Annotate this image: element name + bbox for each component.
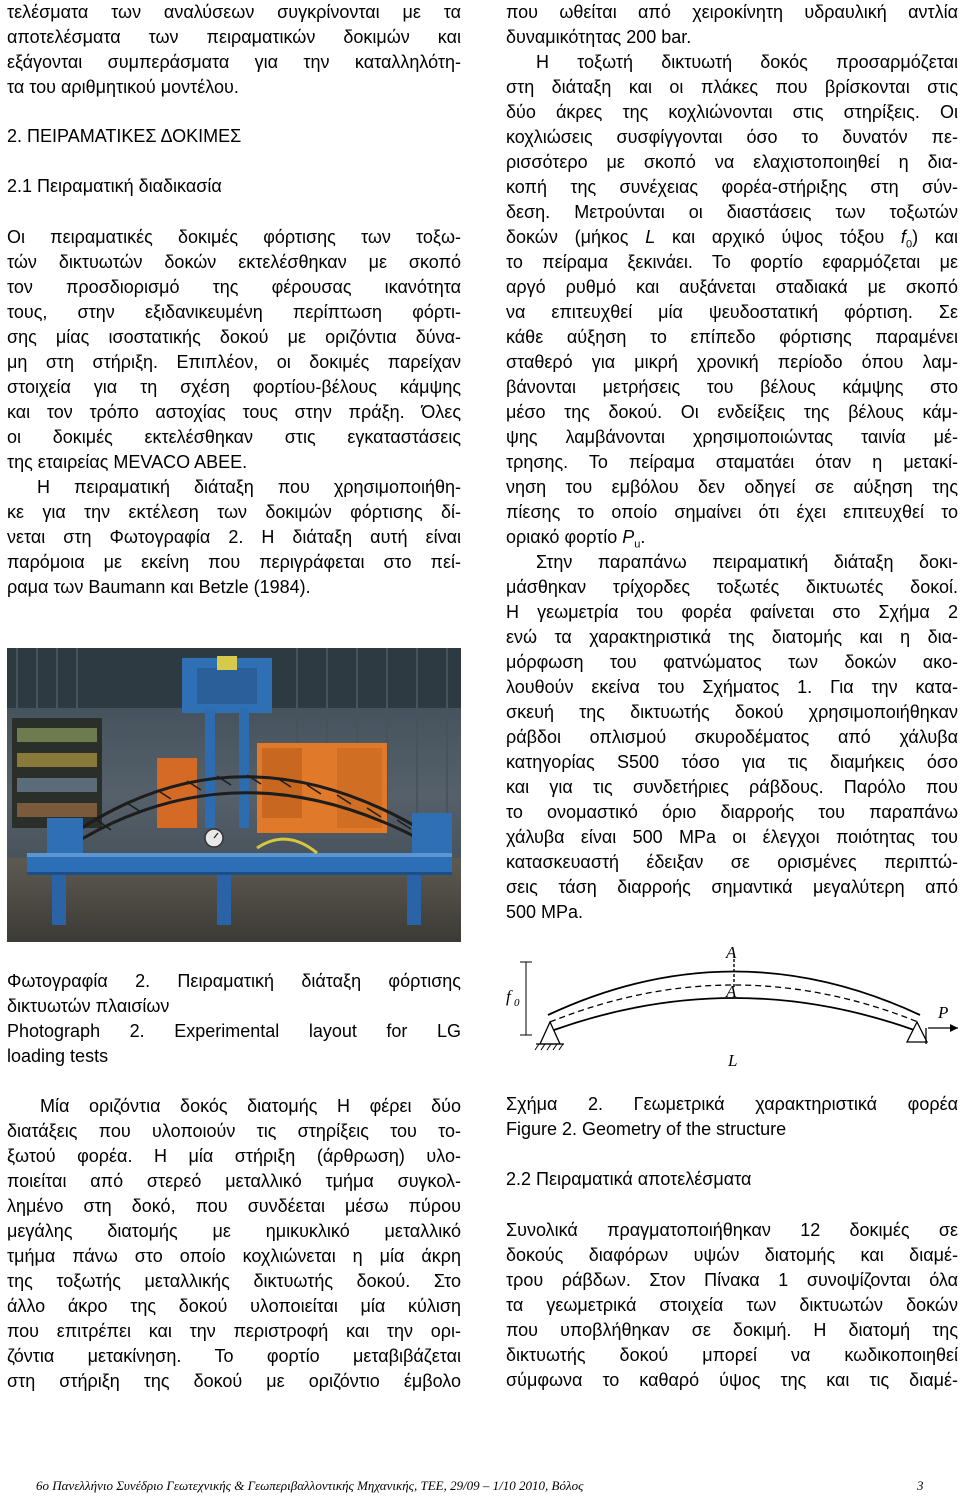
text-line: που ωθείται από χειροκίνητη υδραυλική αντλία <box>506 2 958 22</box>
text-line: τών δικτυωτών δοκών εκτελέσθηκαν με σκοπό <box>7 252 461 272</box>
text-line: ποιείται από στερεό μεταλλικό τμήμα συγκολ- <box>7 1171 461 1191</box>
symbol-subscript: u <box>634 538 641 551</box>
text-line: δεση. Μετρούνται οι διαστάσεις των τοξωτών <box>506 202 958 222</box>
text-line: Οι πειραματικές δοκιμές φόρτισης των τοξω- <box>7 227 461 247</box>
text-line: βάνονται μετρήσεις του βέλους κάμψης στο <box>506 377 958 397</box>
photo-caption-line: δικτυωτών πλαισίων <box>7 996 170 1016</box>
text-line: Μία οριζόντια δοκός διατομής Η φέρει δύο <box>40 1096 461 1116</box>
text-line: μόρφωση του φατνώματος των δοκών ακο- <box>506 652 958 672</box>
text-line: ρισσότερο με σκοπό να ελαχιστοποιηθεί η δια- <box>506 152 958 172</box>
label-rise: f <box>506 987 511 1006</box>
text-line: μεγάλης διατομής με ημικυκλικό μεταλλικό <box>7 1221 461 1241</box>
geometry-svg <box>506 940 958 1075</box>
page-number: 3 <box>917 1478 924 1493</box>
text-line: κοπή της συνέχειας φορέα-στήριξης στη σύν- <box>506 177 958 197</box>
text-line: τα του αριθμητικού μοντέλου. <box>7 77 239 97</box>
roller-support <box>907 1022 927 1042</box>
text-line: εξάγονται συμπεράσματα για την καταλληλότη- <box>7 52 461 72</box>
text-line: στη στήριξη της δοκού με οριζόντιο έμβολο <box>7 1371 461 1391</box>
symbol-f: f <box>900 227 906 247</box>
photo-caption-line: Photograph 2. Experimental layout for LG <box>7 1021 461 1041</box>
text-line: κε για την εκτέλεση των δοκιμών φόρτισης δί- <box>7 502 461 522</box>
text-line: νεται στη Φωτογραφία 2. Η διάταξη αυτή είναι <box>7 527 461 547</box>
text-line: δύο άκρες της κοχλιώνονται στις στηρίξεις. Οι <box>506 102 958 122</box>
label-load: P <box>938 1003 949 1022</box>
text-line: μη στη στήριξη. Επιπλέον, οι δοκιμές παρείχαν <box>7 352 461 372</box>
text-fragment: δοκών (μήκος <box>506 227 646 247</box>
label-section-a-bottom: A <box>726 982 737 1001</box>
text-line: τρου ράβδων. Στον Πίνακα 1 συνοψίζονται όλα <box>506 1270 958 1290</box>
text-line: και για τις συνδετήριες ράβδους. Παρόλο που <box>506 777 958 797</box>
page-footer <box>0 1474 960 1498</box>
text-line: ζόντια μετακίνηση. Το φορτίο μεταβιβάζεται <box>7 1346 461 1366</box>
text-line: μέσο της δοκού. Οι ενδείξεις της βέλους κάμ- <box>506 402 958 422</box>
text-line: δοκούς διαφόρων υψών διατομής και διαμέ- <box>506 1245 958 1265</box>
text-line: Η τοξωτή δικτυωτή δοκός προσαρμόζεται <box>536 52 958 72</box>
support-hatching <box>535 1044 563 1050</box>
text-line: το πείραμα ξεκινάει. Το φορτίο εφαρμόζεται με <box>506 252 958 272</box>
text-fragment: οριακό φορτίο <box>506 527 623 547</box>
figure-caption-line: Σχήμα 2. Γεωμετρικά χαρακτηριστικά φορέα <box>506 1094 958 1114</box>
text-line: παρόμοια με εκείνη που περιγράφεται στο πεί- <box>7 552 461 572</box>
text-line: ενώ τα χαρακτηριστικά της διατομής και η δια- <box>506 627 958 647</box>
photo-caption-line: loading tests <box>7 1046 109 1066</box>
photo-illustration <box>7 648 461 942</box>
text-line: στη διάταξη και οι πλάκες που βρίσκονται στις <box>506 77 958 97</box>
label-section-a-top: A <box>726 943 737 962</box>
text-line: ραμα των Baumann και Betzle (1984). <box>7 577 311 597</box>
text-line: ψης λαμβάνονται χρησιμοποιώντας ταινία μέ- <box>506 427 958 447</box>
symbol-subscript: 0 <box>905 238 913 251</box>
text-line: σεις τάση διαρροής σημαντικά μεγαλύτερη από <box>506 877 958 897</box>
text-line: Η πειραματική διάταξη που χρησιμοποιήθη- <box>37 477 461 497</box>
text-fragment: . <box>640 527 646 547</box>
text-line: οι δοκιμές εκτελέσθηκαν στις εγκαταστάσεις <box>7 427 461 447</box>
text-line: διατάξεις που υλοποιούν τις στηρίξεις του το- <box>7 1121 461 1141</box>
text-line: που υποβλήθηκαν σε δοκιμή. Η διατομή της <box>506 1320 958 1340</box>
section-heading: 2. ΠΕΙΡΑΜΑΤΙΚΕΣ ΔΟΚΙΜΕΣ <box>7 126 242 146</box>
text-line: τον προσδιορισμό της φέρουσας ικανότητα <box>7 277 461 297</box>
photo-caption-line: Φωτογραφία 2. Πειραματική διάταξη φόρτισης <box>7 971 461 991</box>
text-line: δυναμικότητας 200 bar. <box>506 27 692 47</box>
text-line: να επιτευχθεί μία ψευδοστατική φόρτιση. Σε <box>506 302 958 322</box>
label-span: L <box>728 1051 738 1070</box>
text-line: σύμφωνα το καθαρό ύψος της και τις διαμέ- <box>506 1370 958 1390</box>
text-line: Συνολικά πραγματοποιήθηκαν 12 δοκιμές σε <box>506 1220 958 1240</box>
text-line: της εταιρείας MEVACO ABEE. <box>7 452 248 472</box>
text-line-with-symbols <box>506 225 958 249</box>
text-line: το ονομαστικό όριο διαρροής του παραπάνω <box>506 802 958 822</box>
text-line: τρησης. Το πείραμα σταματάει όταν η μετακί- <box>506 452 958 472</box>
symbol-P: P <box>622 527 635 547</box>
text-line: σης μίας ισοστατικής δοκού με οριζόντια δύνα- <box>7 327 461 347</box>
text-line: της τοξωτής μεταλλικής δικτυωτής δοκού. Στο <box>7 1271 461 1291</box>
text-line: λουθούν εκείνα του Σχήματος 1. Για την κατα- <box>506 677 958 697</box>
footer-conference: 6ο Πανελλήνιο Συνέδριο Γεωτεχνικής & Γεωπεριβαλλοντικής Μηχανικής, ΤΕΕ, 29/09 – 1/10 2010, Βόλος <box>36 1478 584 1493</box>
text-line: χάλυβα είναι 500 MPa οι έλεγχοι ποιότητας του <box>506 827 958 847</box>
subsection-heading: 2.2 Πειραματικά αποτελέσματα <box>506 1169 752 1189</box>
experimental-layout-photo <box>7 648 461 942</box>
pin-support <box>540 1022 560 1044</box>
symbol-L: L <box>645 227 656 247</box>
text-line: νηση του εμβόλου δεν οδηγεί σε αύξηση της <box>506 477 958 497</box>
text-line: τμήμα πάνω στο οποίο κοχλιώνεται η μία άκρη <box>7 1246 461 1266</box>
text-line: σταθερό για μικρή χρονική περίοδο όπου λαμ- <box>506 352 958 372</box>
text-line: μάσθηκαν τρίχορδες τοξωτές δικτυωτές δοκοί. <box>506 577 958 597</box>
text-line: σκευή της δικτυωτής δοκού χρησιμοποιήθηκαν <box>506 702 958 722</box>
load-arrow-head <box>950 1024 958 1032</box>
text-line: πίεσης το οποίο σημαίνει ότι έχει επιτευχθεί το <box>506 502 958 522</box>
text-line-with-symbols <box>506 525 958 549</box>
text-line: κοχλιώσεις συσφίγγονται όσο το δυνατόν πε- <box>506 127 958 147</box>
text-line: λημένο στη δοκό, που συνδέεται μέσω πύρου <box>7 1196 461 1216</box>
text-line: κατασκευαστή έδειξαν σε ορισμένες περιπτώ- <box>506 852 958 872</box>
text-line: δικτυωτής δοκού μπορεί να κωδικοποιηθεί <box>506 1345 958 1365</box>
text-line: τους, στην εξιδανικευμένη περίπτωση φόρτι- <box>7 302 461 322</box>
text-line: 500 MPa. <box>506 902 584 922</box>
text-line: ξωτού φορέα. Η μία στήριξη (άρθρωση) υλο- <box>7 1146 461 1166</box>
figure-caption-line: Figure 2. Geometry of the structure <box>506 1119 787 1139</box>
text-line: Στην παραπάνω πειραματική διάταξη δοκι- <box>536 552 958 572</box>
text-line: κάθε αύξηση το επίπεδο φόρτισης παραμένει <box>506 327 958 347</box>
text-line: και τον τρόπο αστοχίας τους στην πράξη. Όλες <box>7 402 461 422</box>
geometry-diagram <box>506 940 958 1075</box>
text-line: Η γεωμετρία του φορέα φαίνεται στο Σχήμα 2 <box>506 602 958 622</box>
text-line: άλλο άκρο της δοκού υλοποιείται μία κύλιση <box>7 1296 461 1316</box>
text-line: κατηγορίας S500 τόσο για τις διαμήκεις όσο <box>506 752 958 772</box>
text-line: στοιχεία για τη σχέση φορτίου-βέλους κάμψης <box>7 377 461 397</box>
subsection-heading: 2.1 Πειραματική διαδικασία <box>7 176 222 196</box>
label-rise-subscript: 0 <box>514 997 520 1009</box>
text-fragment: και αρχικό ύψος τόξου <box>655 227 901 247</box>
text-line: που επιτρέπει και την περιστροφή και την ορι- <box>7 1321 461 1341</box>
text-line: ράβδοι οπλισμού σκυροδέματος από χάλυβα <box>506 727 958 747</box>
text-line: αργό ρυθμό και αυξάνεται σταδιακά με σκοπό <box>506 277 958 297</box>
text-line: αποτελέσματα των πειραματικών δοκιμών και <box>7 27 461 47</box>
text-line: τα γεωμετρικά στοιχεία των δικτυωτών δοκών <box>506 1295 958 1315</box>
text-line: τελέσματα των αναλύσεων συγκρίνονται με τα <box>7 2 461 22</box>
text-fragment: ) και <box>912 227 958 247</box>
